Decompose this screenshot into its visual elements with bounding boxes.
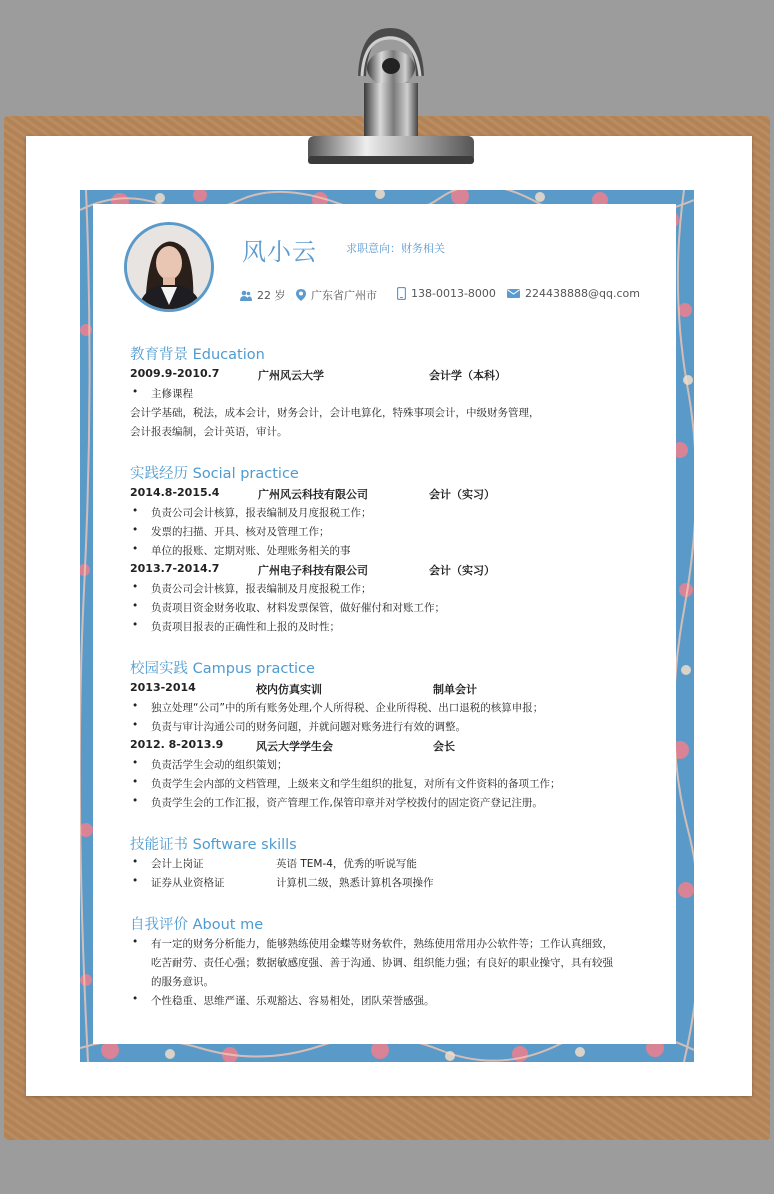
list-item: 单位的报账、定期对账、处理账务相关的事 <box>151 545 351 557</box>
job1-role: 会计（实习） <box>429 488 495 501</box>
campus1-role: 制单会计 <box>433 683 477 696</box>
job1-company: 广州风云科技有限公司 <box>258 488 368 501</box>
bullet: • <box>132 875 139 887</box>
list-item: 独立处理“公司”中的所有账务处理,个人所得税、企业所得税、出口退税的核算申报； <box>151 702 544 714</box>
bullet: • <box>132 386 139 398</box>
practice-heading: 实践经历 Social practice <box>130 466 299 482</box>
list-item: 负责学生会的工作汇报，资产管理工作,保管印章并对学校拨付的固定资产登记注册。 <box>151 797 543 809</box>
list-item: 负责与审计沟通公司的财务问题，并就问题对账务进行有效的调整。 <box>151 721 466 733</box>
education-courses-line1: 会计学基础，税法，成本会计，财务会计，会计电算化，特殊事项会计，中级财务管理， <box>130 407 540 419</box>
education-courses-line2: 会计报表编制，会计英语，审计。 <box>130 426 288 438</box>
skill-desc: 计算机二级，熟悉计算机各项操作 <box>276 877 434 889</box>
bullet: • <box>132 776 139 788</box>
bullet: • <box>132 719 139 731</box>
location-text: 广东省广州市 <box>311 289 377 302</box>
bullet: • <box>132 619 139 631</box>
bullet: • <box>132 581 139 593</box>
phone-icon <box>397 287 406 300</box>
bullet: • <box>132 543 139 555</box>
age-text: 22 岁 <box>257 289 286 302</box>
campus1-org: 校内仿真实训 <box>256 683 322 696</box>
job2-company: 广州电子科技有限公司 <box>258 564 368 577</box>
education-bullet: 主修课程 <box>151 388 193 400</box>
user-icon <box>240 290 252 301</box>
email-text: 224438888@qq.com <box>525 287 640 300</box>
binder-clip <box>306 28 476 178</box>
bullet: • <box>132 856 139 868</box>
phone-text: 138-0013-8000 <box>411 287 496 300</box>
age-info <box>240 287 286 303</box>
about-text: 的服务意识。 <box>151 976 214 988</box>
list-item: 负责项目资金财务收取、材料发票保管，做好催付和对账工作； <box>151 602 445 614</box>
skills-heading: 技能证书 Software skills <box>130 837 297 853</box>
bullet: • <box>132 936 139 948</box>
list-item: 负责公司会计核算，报表编制及月度报税工作； <box>151 507 372 519</box>
location-pin-icon <box>296 289 306 301</box>
job-intent: 求职意向：财务相关 <box>346 242 445 255</box>
list-item: 负责项目报表的正确性和上报的及时性； <box>151 621 340 633</box>
job2-period: 2013.7-2014.7 <box>130 562 220 575</box>
list-item: 负责活学生会动的组织策划； <box>151 759 288 771</box>
bullet: • <box>132 993 139 1005</box>
campus-heading: 校园实践 Campus practice <box>130 661 315 677</box>
skill-name: 会计上岗证 <box>151 858 204 870</box>
list-item: 发票的扫描、开具、核对及管理工作； <box>151 526 330 538</box>
education-period: 2009.9-2010.7 <box>130 367 220 380</box>
list-item: 负责学生会内部的文档管理，上级来文和学生组织的批复，对所有文件资料的备项工作； <box>151 778 561 790</box>
applicant-name: 风小云 <box>242 238 317 266</box>
about-text: 个性稳重、思维严谨、乐观豁达、容易相处，团队荣誉感强。 <box>151 995 435 1007</box>
bullet: • <box>132 505 139 517</box>
education-school: 广州风云大学 <box>258 369 324 382</box>
list-item: 负责公司会计核算，报表编制及月度报税工作； <box>151 583 372 595</box>
skill-desc: 英语 TEM-4，优秀的听说写能 <box>276 858 417 870</box>
phone-info <box>397 287 496 300</box>
education-heading: 教育背景 Education <box>130 347 265 363</box>
bullet: • <box>132 600 139 612</box>
bullet: • <box>132 757 139 769</box>
campus1-period: 2013-2014 <box>130 681 196 694</box>
mail-icon <box>507 289 520 298</box>
bullet: • <box>132 524 139 536</box>
bullet: • <box>132 795 139 807</box>
location-info <box>296 287 377 303</box>
about-text: 吃苦耐劳、责任心强；数据敏感度强、善于沟通、协调、组织能力强；有良好的职业操守，具有较强 <box>151 957 613 969</box>
job1-period: 2014.8-2015.4 <box>130 486 220 499</box>
education-major: 会计学（本科） <box>429 369 506 382</box>
skill-name: 证券从业资格证 <box>151 877 225 889</box>
campus2-role: 会长 <box>433 740 455 753</box>
job2-role: 会计（实习） <box>429 564 495 577</box>
email-info <box>507 287 640 300</box>
about-text: 有一定的财务分析能力，能够熟练使用金蝶等财务软件，熟练使用常用办公软件等；工作认真细致， <box>151 938 613 950</box>
campus2-period: 2012. 8-2013.9 <box>130 738 224 751</box>
campus2-org: 风云大学学生会 <box>256 740 333 753</box>
avatar <box>124 222 214 312</box>
bullet: • <box>132 700 139 712</box>
about-heading: 自我评价 About me <box>130 917 264 933</box>
